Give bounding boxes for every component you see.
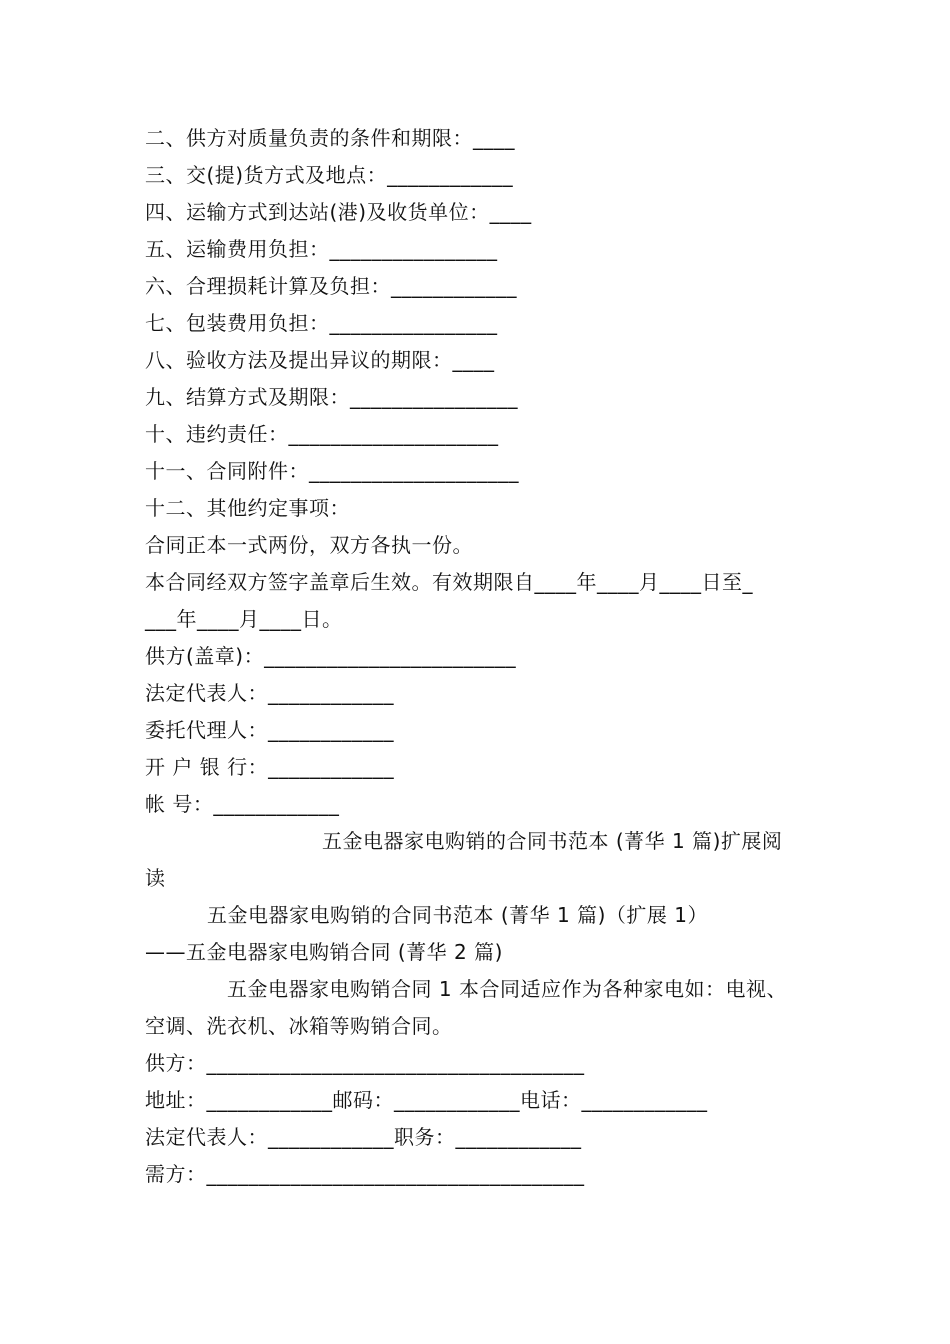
buyer-field: 需方：____________________________________	[145, 1162, 585, 1186]
clause-4-transport-destination: 四、运输方式到达站(港)及收货单位：____	[145, 200, 532, 224]
extension-1-title: 五金电器家电购销的合同书范本 (菁华 1 篇)（扩展 1）	[207, 903, 708, 927]
extension-1-subtitle: ——五金电器家电购销合同 (菁华 2 篇)	[145, 940, 503, 964]
clause-3-delivery-method: 三、交(提)货方式及地点：____________	[145, 163, 514, 187]
clause-2-quality-responsibility: 二、供方对质量负责的条件和期限：____	[145, 126, 515, 150]
clause-7-packaging-cost: 七、包装费用负担：________________	[145, 311, 498, 335]
account-number-field: 帐 号：____________	[145, 792, 340, 816]
address-postcode-phone-field: 地址：____________邮码：____________电话：____________	[145, 1088, 708, 1112]
clause-6-loss-calculation: 六、合理损耗计算及负担：____________	[145, 274, 517, 298]
supplier-field: 供方：____________________________________	[145, 1051, 585, 1075]
authorized-agent-field: 委托代理人：____________	[145, 718, 394, 742]
clause-8-acceptance-method: 八、验收方法及提出异议的期限：____	[145, 348, 495, 372]
validity-statement-continued: ___年____月____日。	[145, 607, 343, 631]
extended-reading-heading-continued: 读	[145, 866, 166, 890]
contract-intro: 五金电器家电购销合同 1 本合同适应作为各种家电如：电视、	[227, 977, 787, 1001]
bank-field: 开 户 银 行：____________	[145, 755, 395, 779]
legal-representative-field: 法定代表人：____________	[145, 681, 394, 705]
supplier-seal-field: 供方(盖章)：________________________	[145, 644, 517, 668]
clause-12-other-matters: 十二、其他约定事项：	[145, 496, 350, 520]
copies-statement: 合同正本一式两份，双方各执一份。	[145, 533, 473, 557]
contract-intro-continued: 空调、洗衣机、冰箱等购销合同。	[145, 1014, 453, 1038]
extended-reading-heading: 五金电器家电购销的合同书范本 (菁华 1 篇)扩展阅	[322, 829, 783, 853]
clause-9-settlement-method: 九、结算方式及期限：________________	[145, 385, 518, 409]
clause-5-transport-cost: 五、运输费用负担：________________	[145, 237, 498, 261]
clause-10-breach-liability: 十、违约责任：____________________	[145, 422, 499, 446]
clause-11-attachments: 十一、合同附件：____________________	[145, 459, 519, 483]
representative-position-field: 法定代表人：____________职务：____________	[145, 1125, 582, 1149]
validity-statement: 本合同经双方签字盖章后生效。有效期限自____年____月____日至_	[145, 570, 753, 594]
